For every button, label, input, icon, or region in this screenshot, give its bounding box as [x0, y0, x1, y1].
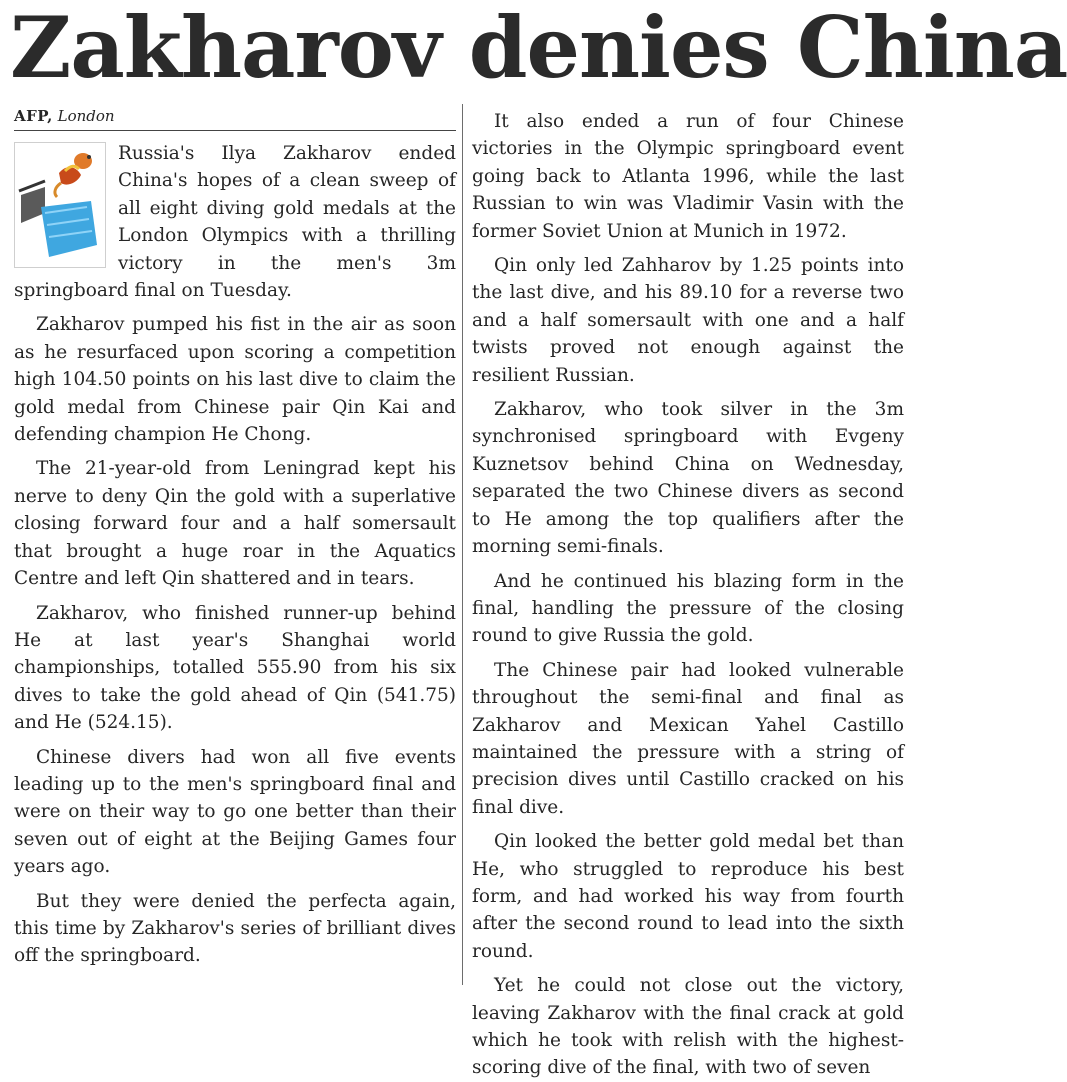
paragraph: The Chinese pair had looked vulnerable throughout the semi-final and final as Zakharov and Mexican Yahel Castillo maintained the pressure with a string of precision dives until Castillo cracked on his final dive. [472, 659, 904, 818]
byline [14, 104, 456, 128]
byline-place: London [57, 107, 115, 125]
paragraph: But they were denied the perfecta again, this time by Zakharov's series of brilliant dives off the springboard. [14, 890, 456, 967]
paragraph: Zakharov, who took silver in the 3m synchronised springboard with Evgeny Kuznetsov behind China on Wednesday, separated the two Chinese divers as second to He among the top qualifiers after the morning semi-finals. [472, 399, 904, 558]
headline: Zakharov denies China [10, 0, 1067, 97]
article-column-right [472, 108, 904, 1079]
paragraph: Zakharov pumped his fist in the air as soon as he resurfaced upon scoring a competition high 104.50 points on his last dive to claim the gold medal from Chinese pair Qin Kai and defending champion He Chong. [14, 314, 456, 446]
paragraph: Russia's Ilya Zakharov ended China's hopes of a clean sweep of all eight diving gold medals at the London Olympics with a thrilling victory in the men's 3m springboard final on Tuesday. [14, 143, 456, 302]
paragraph: Yet he could not close out the victory, leaving Zakharov with the final crack at gold which he took with relish with the highest-scoring dive of the final, with two of seven [472, 975, 904, 1079]
paragraph: Qin only led Zahharov by 1.25 points into the last dive, and his 89.10 for a reverse two and a half somersault with one and a half twists proved not enough against the resilient Russian. [472, 255, 904, 386]
byline-agency: AFP, [14, 107, 53, 125]
paragraph: Zakharov, who finished runner-up behind He at last year's Shanghai world championships, totalled 555.90 from his six dives to take the gold ahead of Qin (541.75) and He (524.15). [14, 602, 456, 734]
paragraph: Chinese divers had won all five events leading up to the men's springboard final and were on their way to go one better than their seven out of eight at the Beijing Games four years ago. [14, 746, 456, 878]
article-column-left [14, 104, 456, 984]
paragraph: Qin looked the better gold medal bet than He, who struggled to reproduce his best form, and had worked his way from fourth after the second round to lead into the sixth round. [472, 831, 904, 962]
olympic-diving-pictogram-icon [14, 142, 106, 268]
paragraph: The 21-year-old from Leningrad kept his nerve to deny Qin the gold with a superlative closing forward four and a half somersault that brought a huge roar in the Aquatics Centre and left Qin shattered and in tears. [14, 458, 456, 590]
paragraph: And he continued his blazing form in the final, handling the pressure of the closing round to give Russia the gold. [472, 570, 904, 647]
paragraph: It also ended a run of four Chinese victories in the Olympic springboard event going back to Atlanta 1996, while the last Russian to win was Vladimir Vasin with the former Soviet Union at Munich in 1972. [472, 111, 904, 242]
column-divider [462, 104, 463, 985]
